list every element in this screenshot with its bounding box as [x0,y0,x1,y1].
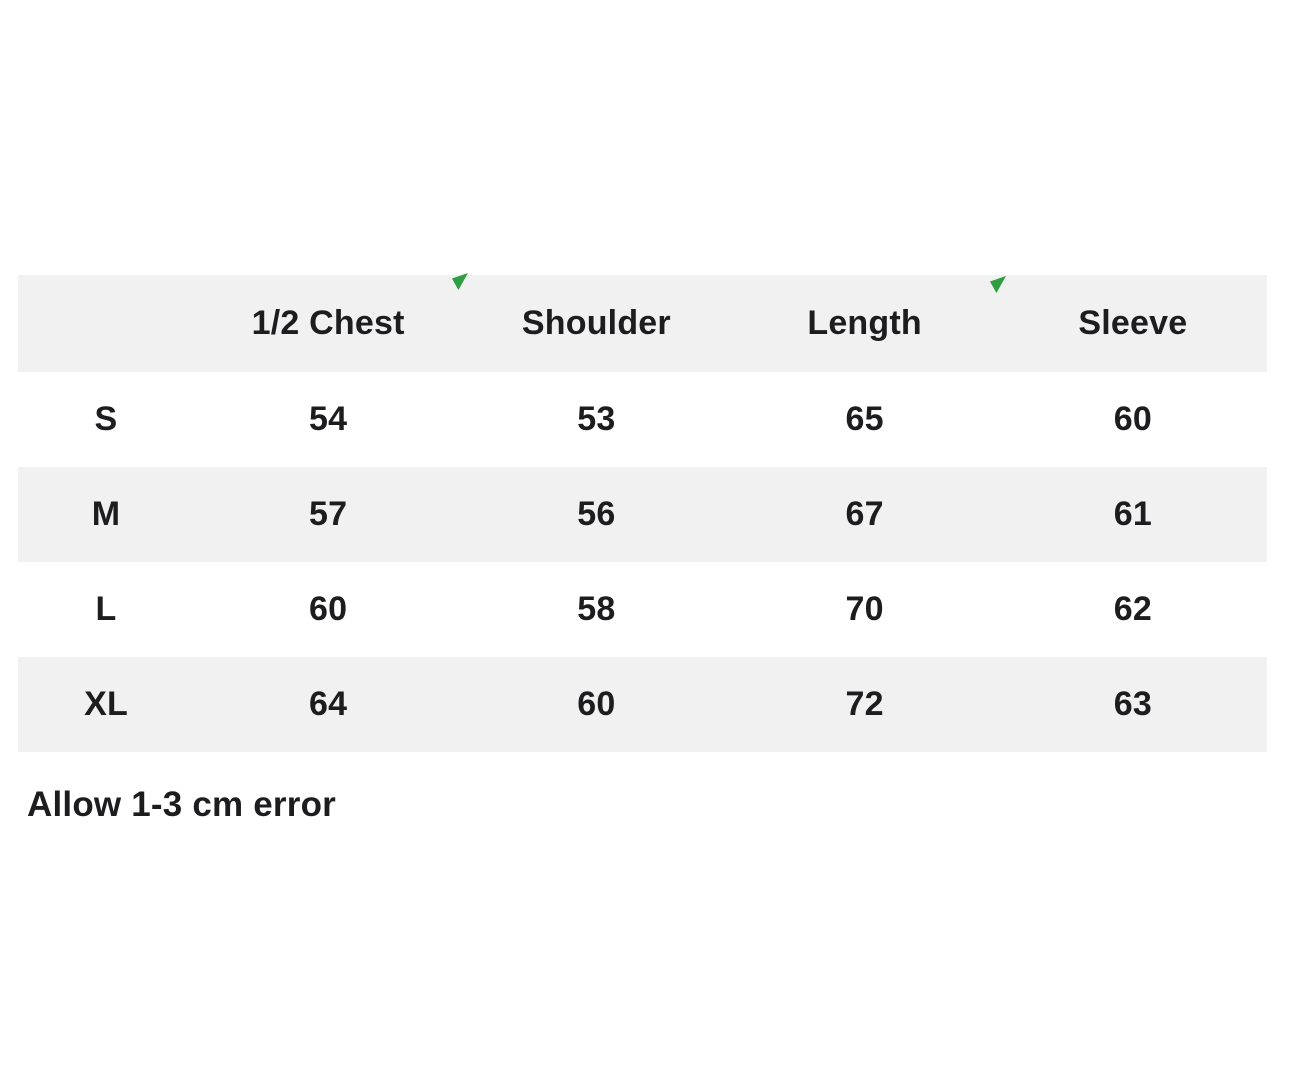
length-cell: 70 [845,590,884,628]
shoulder-cell: 56 [577,495,616,533]
size-table [18,275,1267,752]
header-cell-shoulder: Shoulder [521,304,671,342]
table-header-row [18,275,1267,372]
half-chest-cell: 60 [309,590,348,628]
length-cell: 67 [845,495,884,533]
sleeve-cell: 61 [1113,495,1152,533]
sleeve-cell: 63 [1113,685,1152,723]
shoulder-cell: 60 [577,685,616,723]
header-cell-sleeve: Sleeve [1078,304,1188,342]
table-row-s [18,372,1267,467]
shoulder-cell: 58 [577,590,616,628]
half-chest-cell: 54 [309,400,348,438]
size-cell: M [91,495,121,533]
size-cell: S [94,400,118,438]
size-tolerance-note: Allow 1-3 cm error [27,785,336,824]
table-row-m [18,467,1267,562]
half-chest-cell: 64 [309,685,348,723]
sleeve-cell: 60 [1113,400,1152,438]
header-cell-half-chest: 1/2 Chest [251,304,405,342]
header-cell-length: Length [807,304,922,342]
table-row-xl [18,657,1267,752]
shoulder-cell: 53 [577,400,616,438]
sleeve-cell: 62 [1113,590,1152,628]
length-cell: 72 [845,685,884,723]
size-cell: L [95,590,117,628]
half-chest-cell: 57 [309,495,348,533]
table-row-l [18,562,1267,657]
length-cell: 65 [845,400,884,438]
size-cell: XL [84,685,128,723]
header-cell-size [18,275,194,372]
